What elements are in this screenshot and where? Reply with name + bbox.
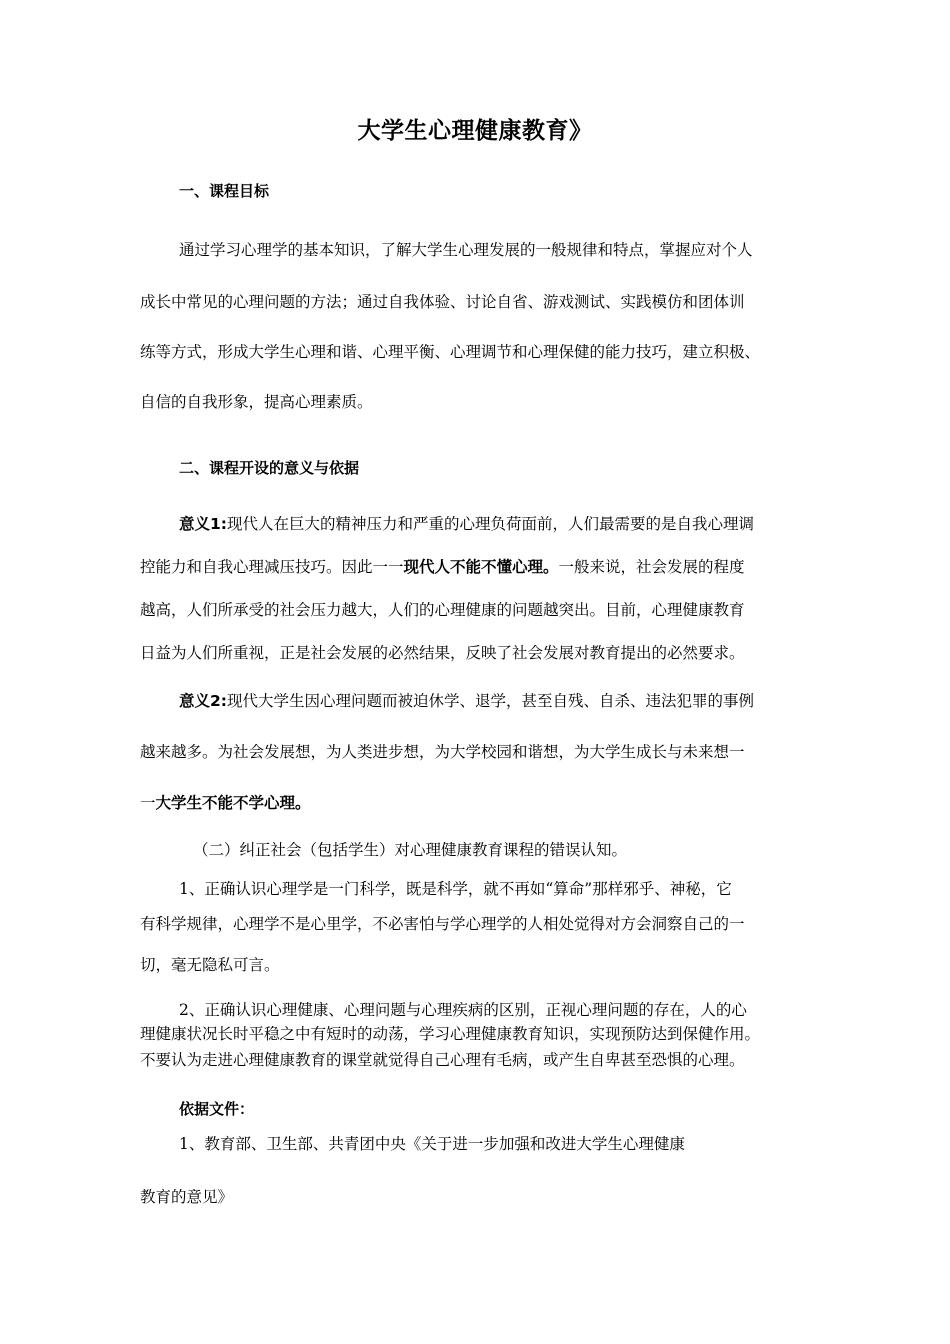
section1-heading: 一、课程目标 bbox=[179, 182, 270, 200]
meaning1-line-2: 控能力和自我心理减压技巧。因此一一现代人不能不懂心理。一般来说，社会发展的程度 bbox=[140, 558, 745, 576]
correct-item1-line-3: 切，毫无隐私可言。 bbox=[140, 956, 280, 974]
correct-item2-line-1: 2、正确认识心理健康、心理问题与心理疾病的区别，正视心理问题的存在，人的心 bbox=[179, 1001, 747, 1019]
section1-line-2: 成长中常见的心理问题的方法；通过自我体验、讨论自省、游戏测试、实践模仿和团体训 bbox=[140, 293, 745, 311]
basis-heading: 依据文件： bbox=[179, 1100, 255, 1118]
section1-line-4: 自信的自我形象，提高心理素质。 bbox=[140, 393, 373, 411]
section2-heading: 二、课程开设的意义与依据 bbox=[179, 459, 360, 477]
correct-item2-line-2: 理健康状况长时平稳之中有短时的动荡，学习心理健康教育知识，实现预防达到保健作用。 bbox=[140, 1025, 761, 1043]
basis-line-2: 教育的意见》 bbox=[140, 1188, 234, 1206]
meaning2-line-2: 越来越多。为社会发展想，为人类进步想，为大学校园和谐想，为大学生成长与未来想一 bbox=[140, 743, 745, 761]
meaning2-emphasis: 大学生不能不学心理。 bbox=[155, 794, 311, 812]
correct-heading: （二）纠正社会（包括学生）对心理健康教育课程的错误认知。 bbox=[193, 841, 628, 859]
section1-line-1: 通过学习心理学的基本知识，了解大学生心理发展的一般规律和特点，掌握应对个人 bbox=[179, 241, 753, 259]
meaning2-label: 意义2: bbox=[179, 692, 227, 710]
meaning2-line-3: 一大学生不能不学心理。 bbox=[140, 794, 311, 812]
correct-item1-line-2: 有科学规律，心理学不是心里学，不必害怕与学心理学的人相处觉得对方会洞察自己的一 bbox=[140, 915, 745, 933]
document-title: 大学生心理健康教育》 bbox=[357, 118, 593, 144]
correct-item2-line-3: 不要认为走进心理健康教育的课堂就觉得自己心理有毛病，或产生自卑甚至恐惧的心理。 bbox=[140, 1051, 745, 1069]
meaning1-label: 意义1: bbox=[179, 515, 227, 533]
basis-line-1: 1、教育部、卫生部、共青团中央《关于进一步加强和改进大学生心理健康 bbox=[179, 1135, 685, 1153]
section1-line-3: 练等方式，形成大学生心理和谐、心理平衡、心理调节和心理保健的能力技巧，建立积极、 bbox=[140, 343, 761, 361]
meaning1-line-4: 日益为人们所重视，正是社会发展的必然结果，反映了社会发展对教育提出的必然要求。 bbox=[140, 644, 745, 662]
meaning1-emphasis: 现代人不能不懂心理。 bbox=[403, 558, 559, 576]
meaning1-line-3: 越高，人们所承受的社会压力越大，人们的心理健康的问题越突出。目前，心理健康教育 bbox=[140, 601, 745, 619]
correct-item1-line-1: 1、正确认识心理学是一门科学，既是科学，就不再如“算命”那样邪乎、神秘，它 bbox=[179, 880, 732, 898]
meaning2-line-1: 意义2:现代大学生因心理问题而被迫休学、退学，甚至自残、自杀、违法犯罪的事例 bbox=[179, 692, 754, 710]
meaning1-line-1: 意义1:现代人在巨大的精神压力和严重的心理负荷面前，人们最需要的是自我心理调 bbox=[179, 515, 754, 533]
